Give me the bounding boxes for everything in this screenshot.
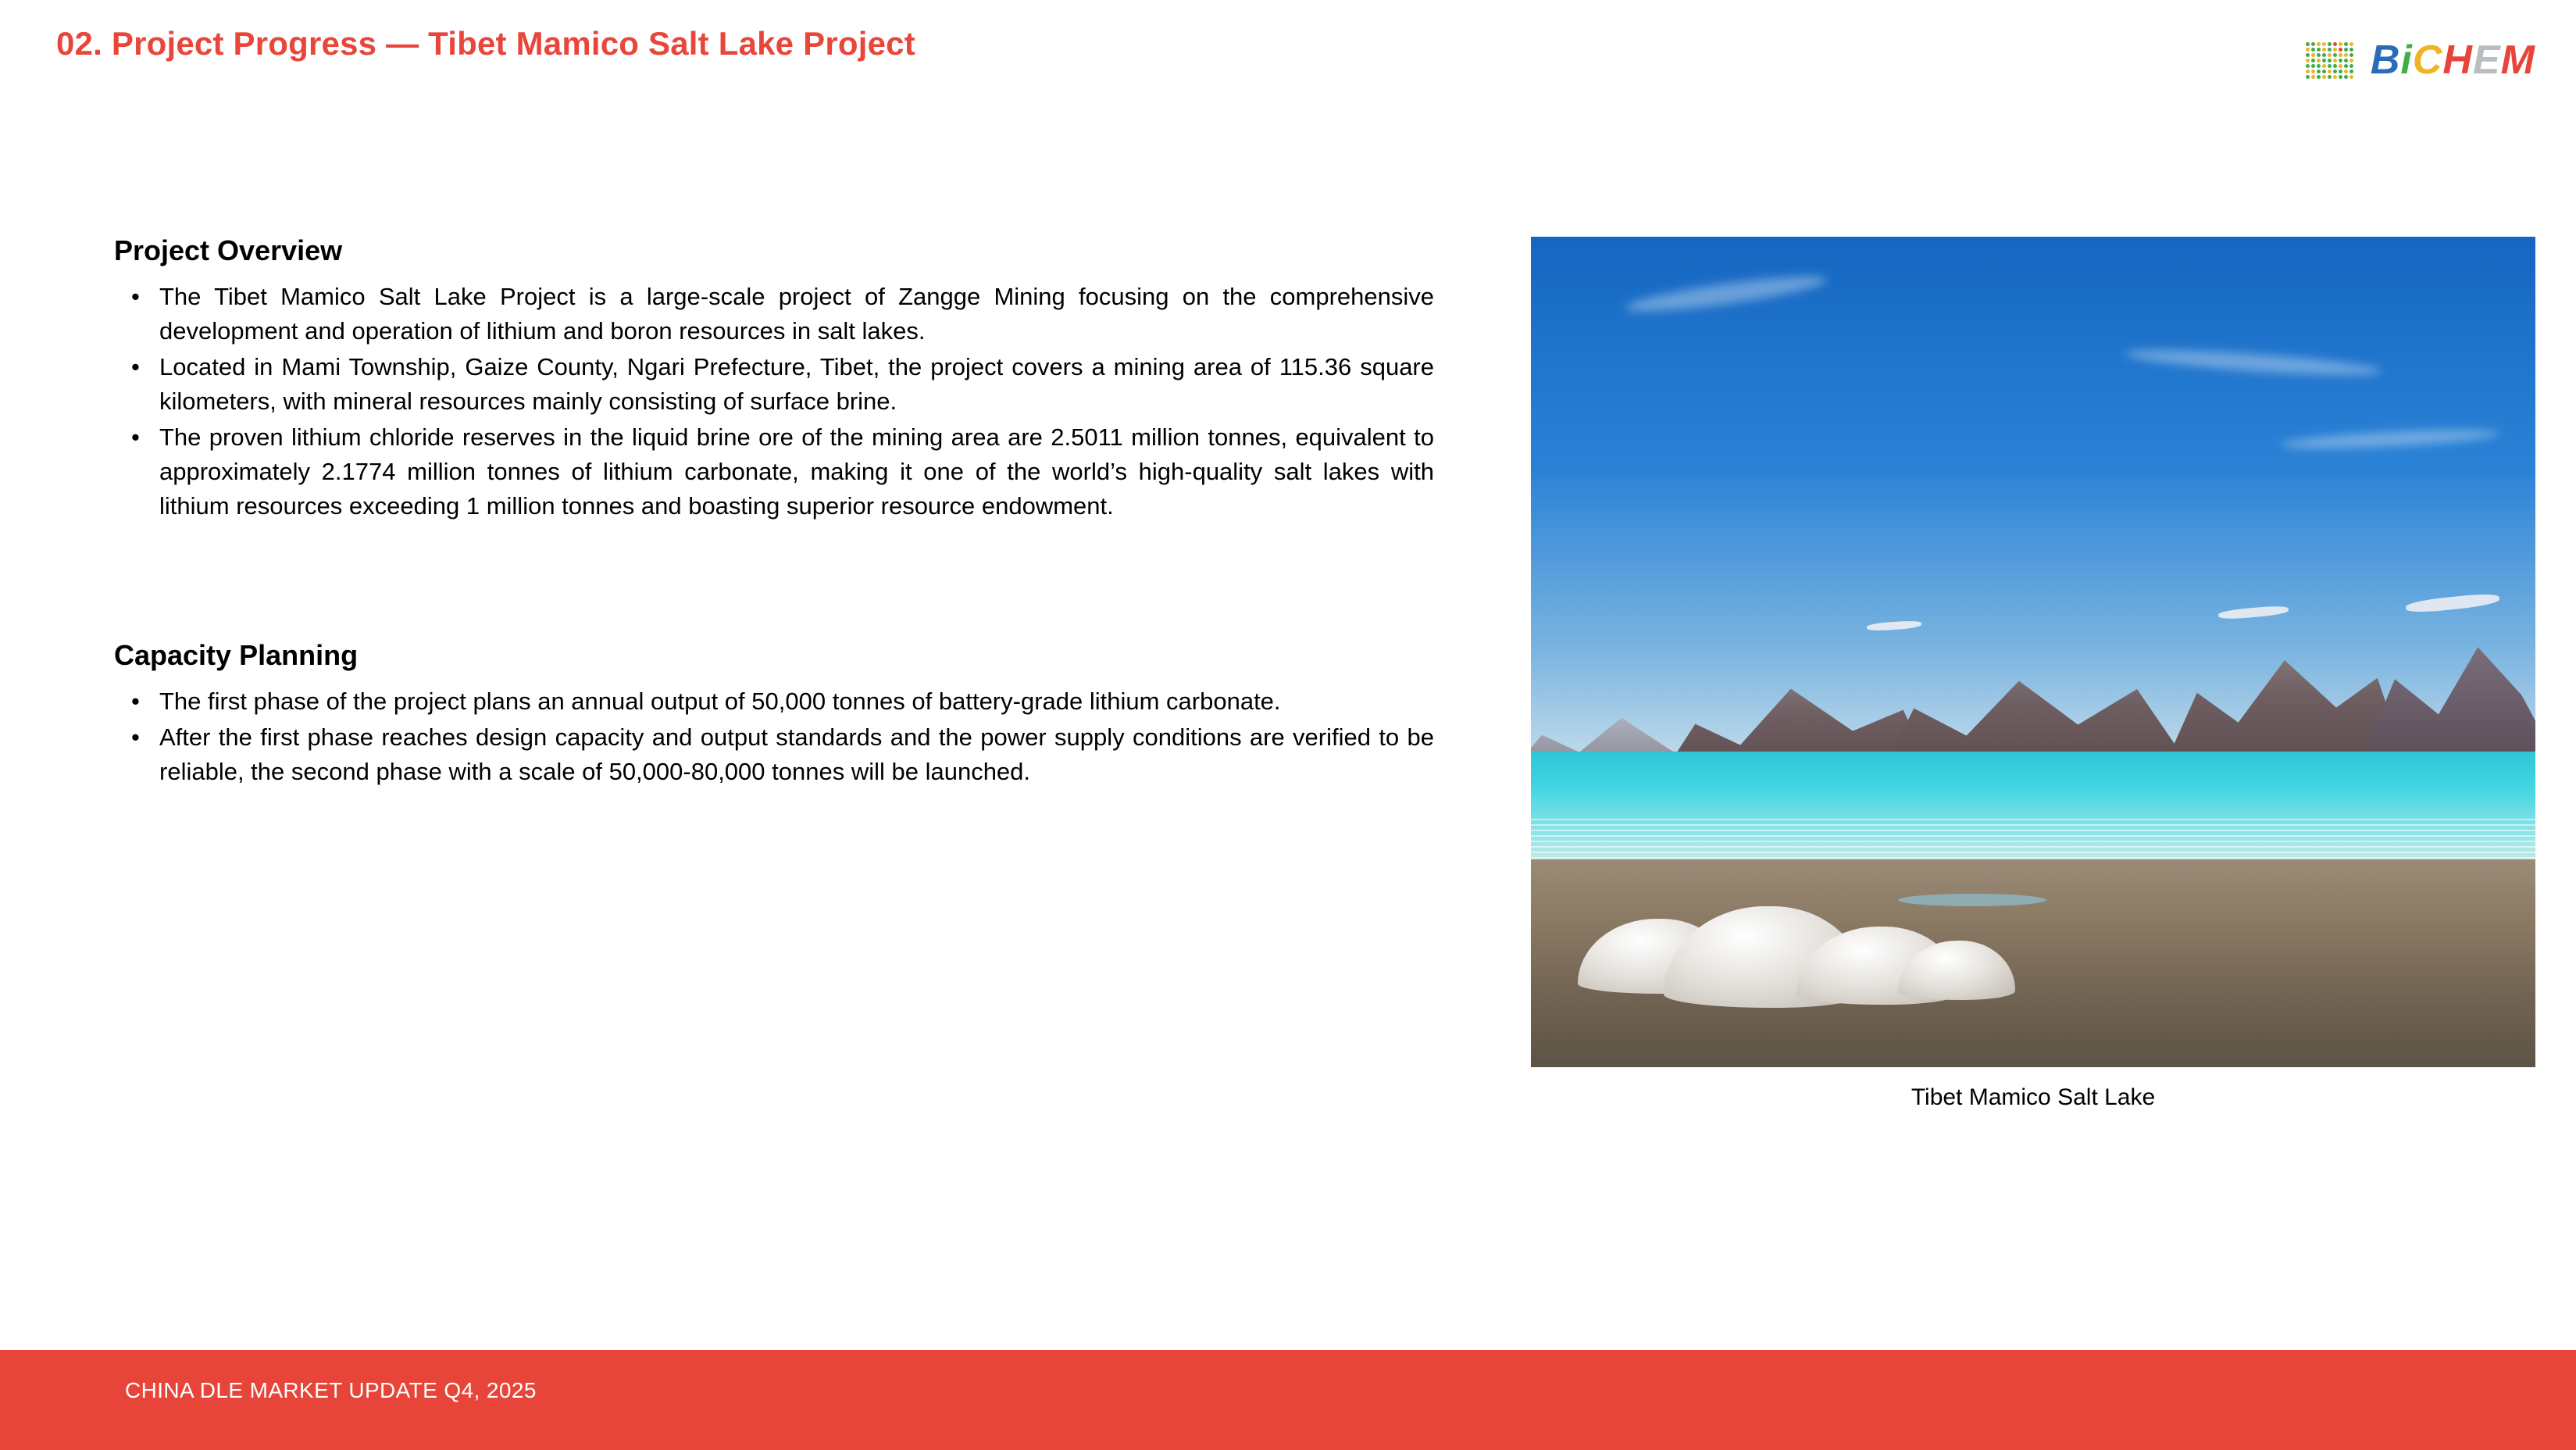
list-item: • The proven lithium chloride reserves in the liquid brine ore of the mining area are 2.5011 million tonnes, equivalent to approximately 2.1774 million tonnes of lithium carbonate, making it one of the world’s high-quality salt lakes with lithium resources exceeding 1 million tonnes and boasting superior resource endowment. bbox=[114, 420, 1434, 523]
logo-letter-m: M bbox=[2500, 38, 2535, 83]
photo-lake bbox=[1531, 752, 2535, 859]
logo-letter-e: E bbox=[2472, 38, 2501, 83]
list-item: • Located in Mami Township, Gaize County, Ngari Prefecture, Tibet, the project covers a mining area of 115.36 square kilometers, with mineral resources mainly consisting of surface brine. bbox=[114, 350, 1434, 419]
section-heading: Project Overview bbox=[114, 234, 343, 266]
content-column bbox=[114, 234, 1434, 803]
section-capacity-planning bbox=[114, 639, 1434, 789]
list-item: • After the first phase reaches design capacity and output standards and the power supply conditions are verified to be reliable, the second phase with a scale of 50,000-80,000 tonnes will be launched. bbox=[114, 720, 1434, 789]
footer-text: CHINA DLE MARKET UPDATE Q4, 2025 bbox=[125, 1378, 537, 1402]
section-spacer bbox=[114, 538, 1434, 639]
page-title: 02. Project Progress — Tibet Mamico Salt Lake Project bbox=[56, 25, 915, 62]
photo-shore bbox=[1531, 859, 2535, 1067]
logo-letter-b: B bbox=[2370, 38, 2401, 83]
salt-lake-photo bbox=[1531, 237, 2535, 1067]
bullet-list bbox=[114, 684, 1434, 789]
figure-caption: Tibet Mamico Salt Lake bbox=[1911, 1084, 2156, 1110]
list-item: • The first phase of the project plans an annual output of 50,000 tonnes of battery-grade lithium carbonate. bbox=[114, 684, 1434, 719]
logo-letter-i: i bbox=[2400, 38, 2413, 83]
figure-salt-lake bbox=[1531, 237, 2535, 1111]
company-logo bbox=[2306, 34, 2535, 86]
bullet-list bbox=[114, 280, 1434, 523]
list-item: • The Tibet Mamico Salt Lake Project is a large-scale project of Zangge Mining focusing on the comprehensive development and operation of lithium and boron resources in salt lakes. bbox=[114, 280, 1434, 348]
section-heading: Capacity Planning bbox=[114, 639, 359, 672]
logo-letter-h: H bbox=[2442, 38, 2473, 83]
section-project-overview bbox=[114, 234, 1434, 523]
logo-wordmark bbox=[2370, 38, 2535, 83]
footer-bar bbox=[0, 1350, 2576, 1450]
photo-puddle bbox=[1898, 894, 2046, 906]
logo-dot-matrix-icon bbox=[2306, 42, 2353, 79]
logo-letter-c: C bbox=[2412, 38, 2443, 83]
